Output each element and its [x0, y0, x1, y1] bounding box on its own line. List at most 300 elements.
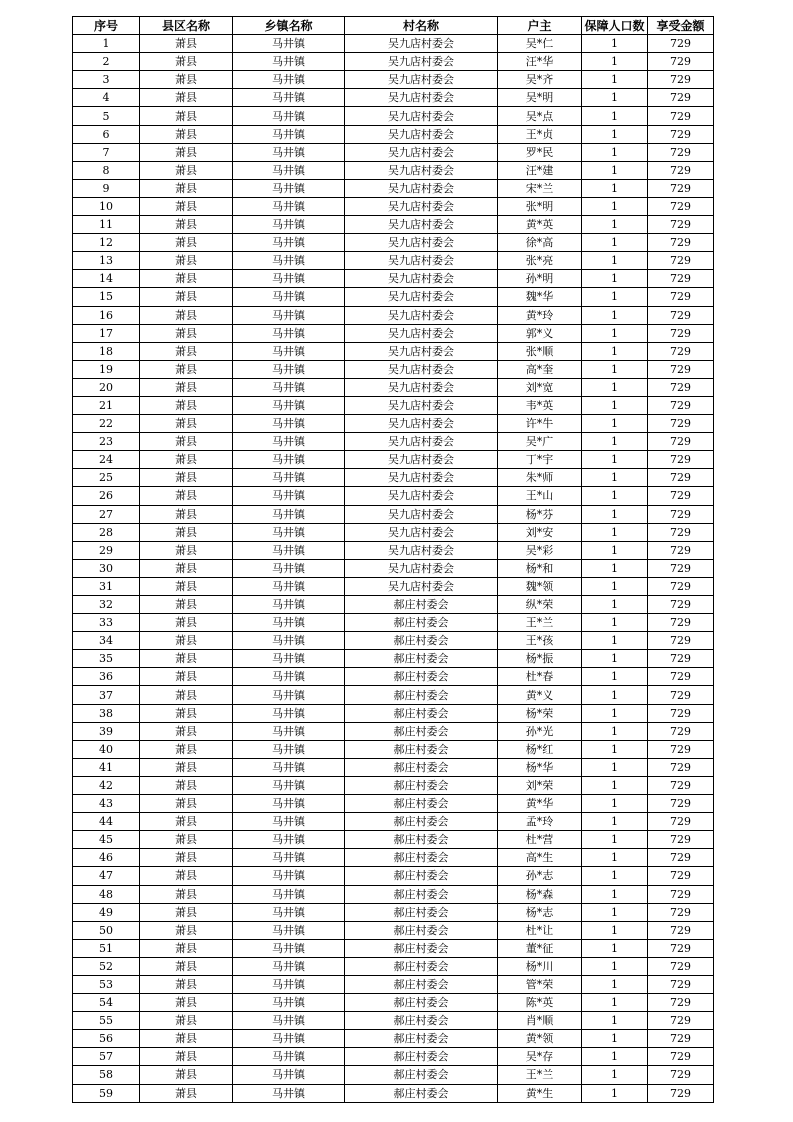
table-row: [73, 994, 714, 1012]
town-cell: 马井镇: [233, 1012, 345, 1030]
village-cell: 吴九店村委会: [345, 234, 498, 252]
householder-cell: 吴*彩: [498, 541, 582, 559]
table-row: [73, 650, 714, 668]
county-cell: 萧县: [140, 632, 233, 650]
table-row: [73, 505, 714, 523]
county-cell: 萧县: [140, 1030, 233, 1048]
town-cell: 马井镇: [233, 776, 345, 794]
town-cell: 马井镇: [233, 975, 345, 993]
table-row: [73, 179, 714, 197]
row-index-cell: 50: [73, 921, 140, 939]
town-cell: 马井镇: [233, 415, 345, 433]
village-cell: 吴九店村委会: [345, 53, 498, 71]
table-row: [73, 831, 714, 849]
householder-cell: 王*山: [498, 487, 582, 505]
householder-cell: 高*生: [498, 849, 582, 867]
population-cell: 1: [582, 596, 648, 614]
town-cell: 马井镇: [233, 234, 345, 252]
table-row: [73, 252, 714, 270]
county-cell: 萧县: [140, 1084, 233, 1102]
amount-cell: 729: [648, 505, 714, 523]
town-cell: 马井镇: [233, 1084, 345, 1102]
householder-cell: 黄*玲: [498, 306, 582, 324]
householder-cell: 刘*荣: [498, 776, 582, 794]
population-cell: 1: [582, 270, 648, 288]
village-cell: 吴九店村委会: [345, 541, 498, 559]
population-cell: 1: [582, 849, 648, 867]
county-cell: 萧县: [140, 89, 233, 107]
amount-cell: 729: [648, 541, 714, 559]
row-index-cell: 22: [73, 415, 140, 433]
amount-cell: 729: [648, 288, 714, 306]
village-cell: 郝庄村委会: [345, 885, 498, 903]
population-cell: 1: [582, 324, 648, 342]
householder-cell: 刘*安: [498, 523, 582, 541]
table-row: [73, 559, 714, 577]
town-cell: 马井镇: [233, 957, 345, 975]
table-row: [73, 795, 714, 813]
householder-cell: 朱*师: [498, 469, 582, 487]
householder-cell: 吴*齐: [498, 71, 582, 89]
county-cell: 萧县: [140, 813, 233, 831]
population-cell: 1: [582, 903, 648, 921]
amount-cell: 729: [648, 722, 714, 740]
row-index-cell: 5: [73, 107, 140, 125]
village-cell: 郝庄村委会: [345, 758, 498, 776]
householder-cell: 王*孩: [498, 632, 582, 650]
village-cell: 郝庄村委会: [345, 831, 498, 849]
population-cell: 1: [582, 505, 648, 523]
amount-cell: 729: [648, 216, 714, 234]
row-index-cell: 51: [73, 939, 140, 957]
header-cell: 户主: [498, 17, 582, 35]
row-index-cell: 58: [73, 1066, 140, 1084]
town-cell: 马井镇: [233, 1048, 345, 1066]
table-row: [73, 686, 714, 704]
population-cell: 1: [582, 1066, 648, 1084]
amount-cell: 729: [648, 487, 714, 505]
county-cell: 萧县: [140, 650, 233, 668]
county-cell: 萧县: [140, 957, 233, 975]
county-cell: 萧县: [140, 596, 233, 614]
amount-cell: 729: [648, 324, 714, 342]
row-index-cell: 48: [73, 885, 140, 903]
village-cell: 吴九店村委会: [345, 270, 498, 288]
county-cell: 萧县: [140, 252, 233, 270]
county-cell: 萧县: [140, 487, 233, 505]
amount-cell: 729: [648, 614, 714, 632]
county-cell: 萧县: [140, 125, 233, 143]
county-cell: 萧县: [140, 324, 233, 342]
table-row: [73, 668, 714, 686]
village-cell: 吴九店村委会: [345, 523, 498, 541]
village-cell: 吴九店村委会: [345, 360, 498, 378]
village-cell: 吴九店村委会: [345, 415, 498, 433]
town-cell: 马井镇: [233, 53, 345, 71]
town-cell: 马井镇: [233, 867, 345, 885]
householder-cell: 刘*宽: [498, 378, 582, 396]
row-index-cell: 24: [73, 451, 140, 469]
householder-cell: 孙*光: [498, 722, 582, 740]
table-row: [73, 324, 714, 342]
population-cell: 1: [582, 921, 648, 939]
village-cell: 吴九店村委会: [345, 342, 498, 360]
population-cell: 1: [582, 415, 648, 433]
amount-cell: 729: [648, 270, 714, 288]
table-row: [73, 1030, 714, 1048]
row-index-cell: 8: [73, 161, 140, 179]
table-row: [73, 89, 714, 107]
row-index-cell: 30: [73, 559, 140, 577]
table-row: [73, 1048, 714, 1066]
householder-cell: 杜*春: [498, 668, 582, 686]
householder-cell: 吴*广: [498, 433, 582, 451]
amount-cell: 729: [648, 125, 714, 143]
row-index-cell: 10: [73, 197, 140, 215]
householder-cell: 管*荣: [498, 975, 582, 993]
village-cell: 郝庄村委会: [345, 704, 498, 722]
table-row: [73, 813, 714, 831]
town-cell: 马井镇: [233, 813, 345, 831]
householder-cell: 王*贞: [498, 125, 582, 143]
amount-cell: 729: [648, 831, 714, 849]
village-cell: 郝庄村委会: [345, 650, 498, 668]
village-cell: 吴九店村委会: [345, 505, 498, 523]
town-cell: 马井镇: [233, 831, 345, 849]
county-cell: 萧县: [140, 614, 233, 632]
row-index-cell: 7: [73, 143, 140, 161]
householder-cell: 杨*森: [498, 885, 582, 903]
town-cell: 马井镇: [233, 1066, 345, 1084]
amount-cell: 729: [648, 957, 714, 975]
row-index-cell: 37: [73, 686, 140, 704]
beneficiary-table: [72, 16, 714, 1103]
householder-cell: 杨*荣: [498, 704, 582, 722]
county-cell: 萧县: [140, 994, 233, 1012]
householder-cell: 杨*红: [498, 740, 582, 758]
population-cell: 1: [582, 161, 648, 179]
village-cell: 郝庄村委会: [345, 867, 498, 885]
county-cell: 萧县: [140, 975, 233, 993]
population-cell: 1: [582, 143, 648, 161]
row-index-cell: 17: [73, 324, 140, 342]
table-row: [73, 632, 714, 650]
village-cell: 郝庄村委会: [345, 813, 498, 831]
county-cell: 萧县: [140, 559, 233, 577]
village-cell: 郝庄村委会: [345, 994, 498, 1012]
population-cell: 1: [582, 867, 648, 885]
town-cell: 马井镇: [233, 577, 345, 595]
row-index-cell: 12: [73, 234, 140, 252]
population-cell: 1: [582, 378, 648, 396]
row-index-cell: 59: [73, 1084, 140, 1102]
table-row: [73, 921, 714, 939]
village-cell: 吴九店村委会: [345, 89, 498, 107]
village-cell: 郝庄村委会: [345, 776, 498, 794]
population-cell: 1: [582, 360, 648, 378]
county-cell: 萧县: [140, 53, 233, 71]
row-index-cell: 52: [73, 957, 140, 975]
amount-cell: 729: [648, 1048, 714, 1066]
householder-cell: 魏*领: [498, 577, 582, 595]
village-cell: 吴九店村委会: [345, 35, 498, 53]
table-row: [73, 614, 714, 632]
town-cell: 马井镇: [233, 758, 345, 776]
amount-cell: 729: [648, 975, 714, 993]
county-cell: 萧县: [140, 740, 233, 758]
village-cell: 郝庄村委会: [345, 921, 498, 939]
table-row: [73, 903, 714, 921]
population-cell: 1: [582, 1084, 648, 1102]
county-cell: 萧县: [140, 415, 233, 433]
town-cell: 马井镇: [233, 704, 345, 722]
amount-cell: 729: [648, 252, 714, 270]
amount-cell: 729: [648, 35, 714, 53]
population-cell: 1: [582, 1012, 648, 1030]
amount-cell: 729: [648, 939, 714, 957]
row-index-cell: 33: [73, 614, 140, 632]
table-row: [73, 849, 714, 867]
population-cell: 1: [582, 252, 648, 270]
householder-cell: 王*兰: [498, 614, 582, 632]
village-cell: 吴九店村委会: [345, 143, 498, 161]
amount-cell: 729: [648, 1066, 714, 1084]
row-index-cell: 45: [73, 831, 140, 849]
population-cell: 1: [582, 396, 648, 414]
householder-cell: 吴*仁: [498, 35, 582, 53]
householder-cell: 宋*兰: [498, 179, 582, 197]
village-cell: 郝庄村委会: [345, 939, 498, 957]
town-cell: 马井镇: [233, 1030, 345, 1048]
row-index-cell: 49: [73, 903, 140, 921]
householder-cell: 韦*英: [498, 396, 582, 414]
row-index-cell: 42: [73, 776, 140, 794]
header-cell: 乡镇名称: [233, 17, 345, 35]
town-cell: 马井镇: [233, 994, 345, 1012]
table-row: [73, 342, 714, 360]
town-cell: 马井镇: [233, 650, 345, 668]
householder-cell: 张*顺: [498, 342, 582, 360]
county-cell: 萧县: [140, 161, 233, 179]
header-cell: 保障人口数: [582, 17, 648, 35]
householder-cell: 罗*民: [498, 143, 582, 161]
town-cell: 马井镇: [233, 451, 345, 469]
amount-cell: 729: [648, 143, 714, 161]
county-cell: 萧县: [140, 378, 233, 396]
amount-cell: 729: [648, 342, 714, 360]
row-index-cell: 53: [73, 975, 140, 993]
table-row: [73, 143, 714, 161]
county-cell: 萧县: [140, 668, 233, 686]
population-cell: 1: [582, 89, 648, 107]
householder-cell: 董*征: [498, 939, 582, 957]
town-cell: 马井镇: [233, 125, 345, 143]
village-cell: 郝庄村委会: [345, 740, 498, 758]
town-cell: 马井镇: [233, 107, 345, 125]
county-cell: 萧县: [140, 234, 233, 252]
amount-cell: 729: [648, 704, 714, 722]
population-cell: 1: [582, 559, 648, 577]
county-cell: 萧县: [140, 921, 233, 939]
village-cell: 吴九店村委会: [345, 161, 498, 179]
row-index-cell: 23: [73, 433, 140, 451]
village-cell: 吴九店村委会: [345, 107, 498, 125]
population-cell: 1: [582, 704, 648, 722]
householder-cell: 汪*华: [498, 53, 582, 71]
village-cell: 吴九店村委会: [345, 125, 498, 143]
row-index-cell: 54: [73, 994, 140, 1012]
table-row: [73, 975, 714, 993]
county-cell: 萧县: [140, 939, 233, 957]
population-cell: 1: [582, 125, 648, 143]
town-cell: 马井镇: [233, 541, 345, 559]
county-cell: 萧县: [140, 505, 233, 523]
amount-cell: 729: [648, 1030, 714, 1048]
householder-cell: 杜*让: [498, 921, 582, 939]
population-cell: 1: [582, 994, 648, 1012]
table-row: [73, 216, 714, 234]
village-cell: 吴九店村委会: [345, 197, 498, 215]
amount-cell: 729: [648, 469, 714, 487]
village-cell: 郝庄村委会: [345, 596, 498, 614]
amount-cell: 729: [648, 71, 714, 89]
row-index-cell: 21: [73, 396, 140, 414]
county-cell: 萧县: [140, 143, 233, 161]
row-index-cell: 2: [73, 53, 140, 71]
population-cell: 1: [582, 939, 648, 957]
header-cell: 享受金额: [648, 17, 714, 35]
village-cell: 郝庄村委会: [345, 632, 498, 650]
town-cell: 马井镇: [233, 903, 345, 921]
village-cell: 吴九店村委会: [345, 252, 498, 270]
row-index-cell: 14: [73, 270, 140, 288]
county-cell: 萧县: [140, 867, 233, 885]
population-cell: 1: [582, 795, 648, 813]
county-cell: 萧县: [140, 35, 233, 53]
town-cell: 马井镇: [233, 216, 345, 234]
row-index-cell: 11: [73, 216, 140, 234]
householder-cell: 孟*玲: [498, 813, 582, 831]
town-cell: 马井镇: [233, 306, 345, 324]
county-cell: 萧县: [140, 686, 233, 704]
town-cell: 马井镇: [233, 161, 345, 179]
county-cell: 萧县: [140, 1066, 233, 1084]
town-cell: 马井镇: [233, 89, 345, 107]
table-row: [73, 415, 714, 433]
row-index-cell: 15: [73, 288, 140, 306]
row-index-cell: 36: [73, 668, 140, 686]
householder-cell: 王*兰: [498, 1066, 582, 1084]
amount-cell: 729: [648, 813, 714, 831]
row-index-cell: 47: [73, 867, 140, 885]
population-cell: 1: [582, 179, 648, 197]
table-row: [73, 740, 714, 758]
population-cell: 1: [582, 813, 648, 831]
county-cell: 萧县: [140, 704, 233, 722]
population-cell: 1: [582, 758, 648, 776]
table-row: [73, 1066, 714, 1084]
town-cell: 马井镇: [233, 614, 345, 632]
row-index-cell: 3: [73, 71, 140, 89]
county-cell: 萧县: [140, 469, 233, 487]
town-cell: 马井镇: [233, 505, 345, 523]
town-cell: 马井镇: [233, 71, 345, 89]
population-cell: 1: [582, 1048, 648, 1066]
village-cell: 郝庄村委会: [345, 1084, 498, 1102]
population-cell: 1: [582, 831, 648, 849]
county-cell: 萧县: [140, 523, 233, 541]
householder-cell: 吴*明: [498, 89, 582, 107]
householder-cell: 杨*芬: [498, 505, 582, 523]
amount-cell: 729: [648, 1012, 714, 1030]
village-cell: 郝庄村委会: [345, 903, 498, 921]
village-cell: 郝庄村委会: [345, 1012, 498, 1030]
row-index-cell: 4: [73, 89, 140, 107]
county-cell: 萧县: [140, 885, 233, 903]
population-cell: 1: [582, 957, 648, 975]
population-cell: 1: [582, 577, 648, 595]
amount-cell: 729: [648, 921, 714, 939]
county-cell: 萧县: [140, 849, 233, 867]
row-index-cell: 19: [73, 360, 140, 378]
amount-cell: 729: [648, 161, 714, 179]
row-index-cell: 9: [73, 179, 140, 197]
town-cell: 马井镇: [233, 360, 345, 378]
table-row: [73, 487, 714, 505]
town-cell: 马井镇: [233, 197, 345, 215]
table-row: [73, 957, 714, 975]
village-cell: 郝庄村委会: [345, 1066, 498, 1084]
town-cell: 马井镇: [233, 632, 345, 650]
amount-cell: 729: [648, 668, 714, 686]
householder-cell: 黄*义: [498, 686, 582, 704]
town-cell: 马井镇: [233, 378, 345, 396]
village-cell: 吴九店村委会: [345, 288, 498, 306]
village-cell: 郝庄村委会: [345, 1048, 498, 1066]
row-index-cell: 35: [73, 650, 140, 668]
village-cell: 吴九店村委会: [345, 378, 498, 396]
village-cell: 吴九店村委会: [345, 451, 498, 469]
town-cell: 马井镇: [233, 469, 345, 487]
row-index-cell: 34: [73, 632, 140, 650]
town-cell: 马井镇: [233, 740, 345, 758]
population-cell: 1: [582, 632, 648, 650]
amount-cell: 729: [648, 577, 714, 595]
table-row: [73, 35, 714, 53]
population-cell: 1: [582, 722, 648, 740]
village-cell: 郝庄村委会: [345, 957, 498, 975]
town-cell: 马井镇: [233, 433, 345, 451]
amount-cell: 729: [648, 776, 714, 794]
householder-cell: 孙*志: [498, 867, 582, 885]
town-cell: 马井镇: [233, 179, 345, 197]
amount-cell: 729: [648, 795, 714, 813]
householder-cell: 纵*荣: [498, 596, 582, 614]
town-cell: 马井镇: [233, 668, 345, 686]
amount-cell: 729: [648, 53, 714, 71]
village-cell: 吴九店村委会: [345, 487, 498, 505]
amount-cell: 729: [648, 234, 714, 252]
town-cell: 马井镇: [233, 686, 345, 704]
town-cell: 马井镇: [233, 288, 345, 306]
town-cell: 马井镇: [233, 324, 345, 342]
householder-cell: 杨*华: [498, 758, 582, 776]
row-index-cell: 20: [73, 378, 140, 396]
population-cell: 1: [582, 650, 648, 668]
table-row: [73, 288, 714, 306]
householder-cell: 孙*明: [498, 270, 582, 288]
table-row: [73, 596, 714, 614]
